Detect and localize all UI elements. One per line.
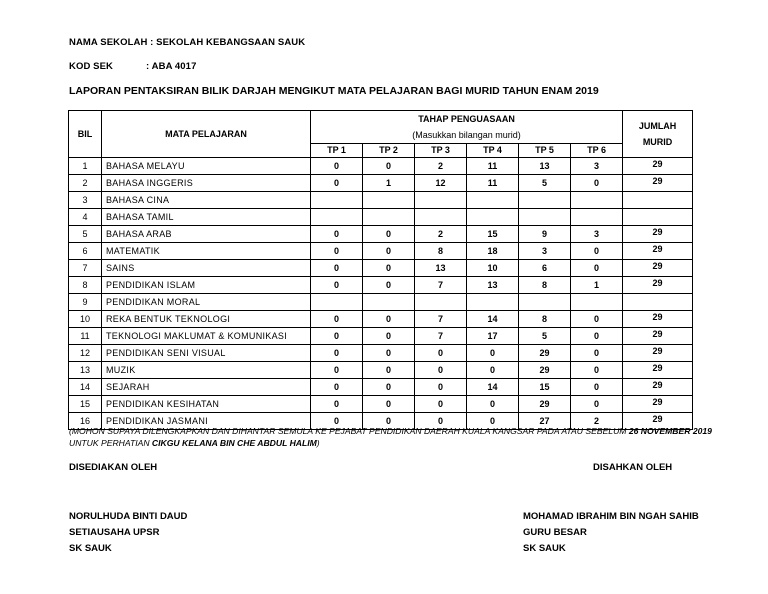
row-total: 29: [623, 277, 693, 294]
row-tp6-count: 0: [571, 175, 623, 192]
row-tp1-count: 0: [311, 158, 363, 175]
row-tp1-count: [311, 209, 363, 226]
row-tp1-count: [311, 294, 363, 311]
school-name-line: NAMA SEKOLAH : SEKOLAH KEBANGSAAN SAUK: [69, 37, 306, 48]
row-subject: MATEMATIK: [102, 243, 311, 260]
row-tp4-count: 17: [467, 328, 519, 345]
row-tp2-count: 0: [363, 396, 415, 413]
row-tp6-count: 0: [571, 243, 623, 260]
row-bil: 14: [69, 379, 102, 396]
row-total: [623, 192, 693, 209]
row-tp2-count: 0: [363, 243, 415, 260]
note-deadline: 26 NOVEMBER 2019: [628, 426, 712, 436]
row-tp5-count: 27: [519, 413, 571, 430]
row-tp6-count: 3: [571, 226, 623, 243]
row-tp3-count: 13: [415, 260, 467, 277]
row-tp2-count: 0: [363, 362, 415, 379]
row-tp4-count: 0: [467, 396, 519, 413]
row-bil: 5: [69, 226, 102, 243]
row-subject: TEKNOLOGI MAKLUMAT & KOMUNIKASI: [102, 328, 311, 345]
header-subject: MATA PELAJARAN: [102, 111, 311, 158]
row-total: 29: [623, 226, 693, 243]
row-bil: 4: [69, 209, 102, 226]
submission-note-line1: [69, 426, 712, 436]
row-tp6-count: [571, 294, 623, 311]
row-tp3-count: [415, 192, 467, 209]
header-tp3: TP 3: [415, 144, 467, 158]
row-tp6-count: 0: [571, 379, 623, 396]
row-total: 29: [623, 311, 693, 328]
row-tp6-count: [571, 209, 623, 226]
row-tp5-count: 29: [519, 345, 571, 362]
row-subject: MUZIK: [102, 362, 311, 379]
row-tp5-count: 6: [519, 260, 571, 277]
row-tp3-count: 7: [415, 311, 467, 328]
preparer-name: NORULHUDA BINTI DAUD: [69, 511, 188, 522]
header-tp5: TP 5: [519, 144, 571, 158]
school-code-value: : ABA 4017: [146, 61, 197, 72]
row-tp4-count: 0: [467, 345, 519, 362]
row-tp2-count: 0: [363, 158, 415, 175]
row-tp5-count: 8: [519, 311, 571, 328]
row-tp1-count: 0: [311, 379, 363, 396]
row-tp1-count: 0: [311, 226, 363, 243]
table-row: [69, 311, 693, 328]
row-tp5-count: 15: [519, 379, 571, 396]
table-body: [69, 158, 693, 430]
row-tp4-count: [467, 192, 519, 209]
row-tp5-count: [519, 209, 571, 226]
row-tp2-count: 0: [363, 328, 415, 345]
preparer-school: SK SAUK: [69, 543, 112, 554]
row-bil: 13: [69, 362, 102, 379]
submission-note-line2: [69, 438, 320, 448]
header-tp2: TP 2: [363, 144, 415, 158]
header-total-line2: MURID: [642, 137, 673, 147]
row-tp6-count: [571, 192, 623, 209]
row-tp1-count: 0: [311, 413, 363, 430]
row-tp6-count: 3: [571, 158, 623, 175]
row-subject: SEJARAH: [102, 379, 311, 396]
table-row: [69, 226, 693, 243]
row-tp3-count: [415, 294, 467, 311]
row-total: [623, 209, 693, 226]
row-tp5-count: 8: [519, 277, 571, 294]
row-subject: PENDIDIKAN SENI VISUAL: [102, 345, 311, 362]
row-tp5-count: 13: [519, 158, 571, 175]
row-tp3-count: 0: [415, 413, 467, 430]
row-tp3-count: [415, 209, 467, 226]
approved-by-label: DISAHKAN OLEH: [593, 462, 673, 473]
row-total: 29: [623, 413, 693, 430]
approver-school: SK SAUK: [523, 543, 566, 554]
row-bil: 2: [69, 175, 102, 192]
table-row: [69, 362, 693, 379]
header-level-title: TAHAP PENGUASAAN: [418, 114, 515, 124]
row-tp2-count: [363, 209, 415, 226]
row-bil: 15: [69, 396, 102, 413]
approver-position: GURU BESAR: [523, 527, 587, 538]
row-tp4-count: 13: [467, 277, 519, 294]
note-text-a: (MOHON SUPAYA DILENGKAPKAN DAN DIHANTAR SEMULA KE PEJABAT PENDIDIKAN DAERAH KUALA KANGSAR PADA ATAU SEBELUM: [69, 426, 629, 436]
row-tp4-count: 14: [467, 379, 519, 396]
table-row: [69, 175, 693, 192]
row-subject: PENDIDIKAN JASMANI: [102, 413, 311, 430]
row-tp1-count: 0: [311, 396, 363, 413]
row-subject: BAHASA ARAB: [102, 226, 311, 243]
row-tp1-count: 0: [311, 328, 363, 345]
row-tp3-count: 0: [415, 362, 467, 379]
table-row: [69, 192, 693, 209]
row-tp5-count: 29: [519, 396, 571, 413]
row-tp4-count: 0: [467, 362, 519, 379]
row-subject: BAHASA TAMIL: [102, 209, 311, 226]
prepared-by-label: DISEDIAKAN OLEH: [69, 462, 158, 473]
row-tp1-count: 0: [311, 175, 363, 192]
header-tp6: TP 6: [571, 144, 623, 158]
row-tp5-count: 3: [519, 243, 571, 260]
table-row: [69, 158, 693, 175]
row-subject: PENDIDIKAN MORAL: [102, 294, 311, 311]
approver-name: MOHAMAD IBRAHIM BIN NGAH SAHIB: [523, 511, 699, 522]
row-bil: 11: [69, 328, 102, 345]
row-subject: PENDIDIKAN ISLAM: [102, 277, 311, 294]
row-tp4-count: [467, 294, 519, 311]
note-text-b: UNTUK PERHATIAN: [69, 438, 152, 448]
header-tp4: TP 4: [467, 144, 519, 158]
row-total: 29: [623, 362, 693, 379]
header-total: [623, 111, 693, 158]
row-tp5-count: 9: [519, 226, 571, 243]
row-tp5-count: 5: [519, 175, 571, 192]
table-row: [69, 260, 693, 277]
table-row: [69, 209, 693, 226]
row-total: 29: [623, 345, 693, 362]
assessment-table: [68, 110, 693, 430]
row-subject: SAINS: [102, 260, 311, 277]
header-level-subtitle: (Masukkan bilangan murid): [412, 130, 521, 140]
row-bil: 1: [69, 158, 102, 175]
row-tp3-count: 12: [415, 175, 467, 192]
row-tp4-count: 18: [467, 243, 519, 260]
row-tp3-count: 8: [415, 243, 467, 260]
table-row: [69, 379, 693, 396]
row-subject: BAHASA CINA: [102, 192, 311, 209]
row-tp2-count: 0: [363, 226, 415, 243]
row-tp2-count: 0: [363, 379, 415, 396]
row-total: 29: [623, 328, 693, 345]
row-tp2-count: 0: [363, 311, 415, 328]
row-subject: BAHASA MELAYU: [102, 158, 311, 175]
table-row: [69, 243, 693, 260]
row-tp4-count: 11: [467, 158, 519, 175]
header-tp1: TP 1: [311, 144, 363, 158]
row-tp5-count: 5: [519, 328, 571, 345]
row-tp1-count: 0: [311, 362, 363, 379]
row-tp4-count: 15: [467, 226, 519, 243]
row-tp6-count: 0: [571, 311, 623, 328]
row-bil: 7: [69, 260, 102, 277]
row-total: 29: [623, 243, 693, 260]
row-tp3-count: 2: [415, 158, 467, 175]
row-bil: 3: [69, 192, 102, 209]
row-total: 29: [623, 175, 693, 192]
row-bil: 6: [69, 243, 102, 260]
row-tp4-count: 0: [467, 413, 519, 430]
row-total: 29: [623, 260, 693, 277]
row-total: 29: [623, 158, 693, 175]
header-total-line1: JUMLAH: [638, 121, 677, 131]
row-tp3-count: 2: [415, 226, 467, 243]
row-tp4-count: [467, 209, 519, 226]
row-tp3-count: 7: [415, 277, 467, 294]
school-code-label: KOD SEK: [69, 61, 113, 72]
row-tp2-count: 0: [363, 345, 415, 362]
row-tp2-count: [363, 294, 415, 311]
row-tp6-count: 0: [571, 260, 623, 277]
row-subject: REKA BENTUK TEKNOLOGI: [102, 311, 311, 328]
row-tp1-count: 0: [311, 260, 363, 277]
table-row: [69, 328, 693, 345]
table-row: [69, 396, 693, 413]
row-tp2-count: 0: [363, 260, 415, 277]
row-subject: PENDIDIKAN KESIHATAN: [102, 396, 311, 413]
row-tp6-count: 0: [571, 328, 623, 345]
preparer-position: SETIAUSAHA UPSR: [69, 527, 160, 538]
row-bil: 16: [69, 413, 102, 430]
row-bil: 8: [69, 277, 102, 294]
table-row: [69, 277, 693, 294]
header-bil: BIL: [69, 111, 102, 158]
row-bil: 10: [69, 311, 102, 328]
row-tp2-count: 0: [363, 413, 415, 430]
row-subject: BAHASA INGGERIS: [102, 175, 311, 192]
row-tp2-count: [363, 192, 415, 209]
note-text-c: ): [316, 438, 320, 448]
table-row: [69, 294, 693, 311]
row-tp5-count: [519, 294, 571, 311]
row-tp5-count: [519, 192, 571, 209]
row-tp6-count: 0: [571, 396, 623, 413]
row-tp6-count: 2: [571, 413, 623, 430]
row-tp1-count: 0: [311, 345, 363, 362]
row-total: 29: [623, 396, 693, 413]
row-tp2-count: 1: [363, 175, 415, 192]
row-bil: 9: [69, 294, 102, 311]
row-tp1-count: 0: [311, 243, 363, 260]
row-tp1-count: 0: [311, 277, 363, 294]
row-tp6-count: 0: [571, 362, 623, 379]
row-tp3-count: 0: [415, 379, 467, 396]
table-row: [69, 345, 693, 362]
row-tp6-count: 0: [571, 345, 623, 362]
row-tp4-count: 10: [467, 260, 519, 277]
report-title: LAPORAN PENTAKSIRAN BILIK DARJAH MENGIKUT MATA PELAJARAN BAGI MURID TAHUN ENAM 2019: [69, 85, 599, 97]
row-tp4-count: 11: [467, 175, 519, 192]
row-tp3-count: 7: [415, 328, 467, 345]
row-tp5-count: 29: [519, 362, 571, 379]
row-tp3-count: 0: [415, 345, 467, 362]
note-contact: CIKGU KELANA BIN CHE ABDUL HALIM: [151, 438, 317, 448]
header-level-group: [311, 111, 623, 144]
row-total: [623, 294, 693, 311]
row-tp3-count: 0: [415, 396, 467, 413]
row-tp1-count: 0: [311, 311, 363, 328]
row-tp4-count: 14: [467, 311, 519, 328]
row-tp6-count: 1: [571, 277, 623, 294]
row-bil: 12: [69, 345, 102, 362]
row-tp1-count: [311, 192, 363, 209]
row-total: 29: [623, 379, 693, 396]
row-tp2-count: 0: [363, 277, 415, 294]
